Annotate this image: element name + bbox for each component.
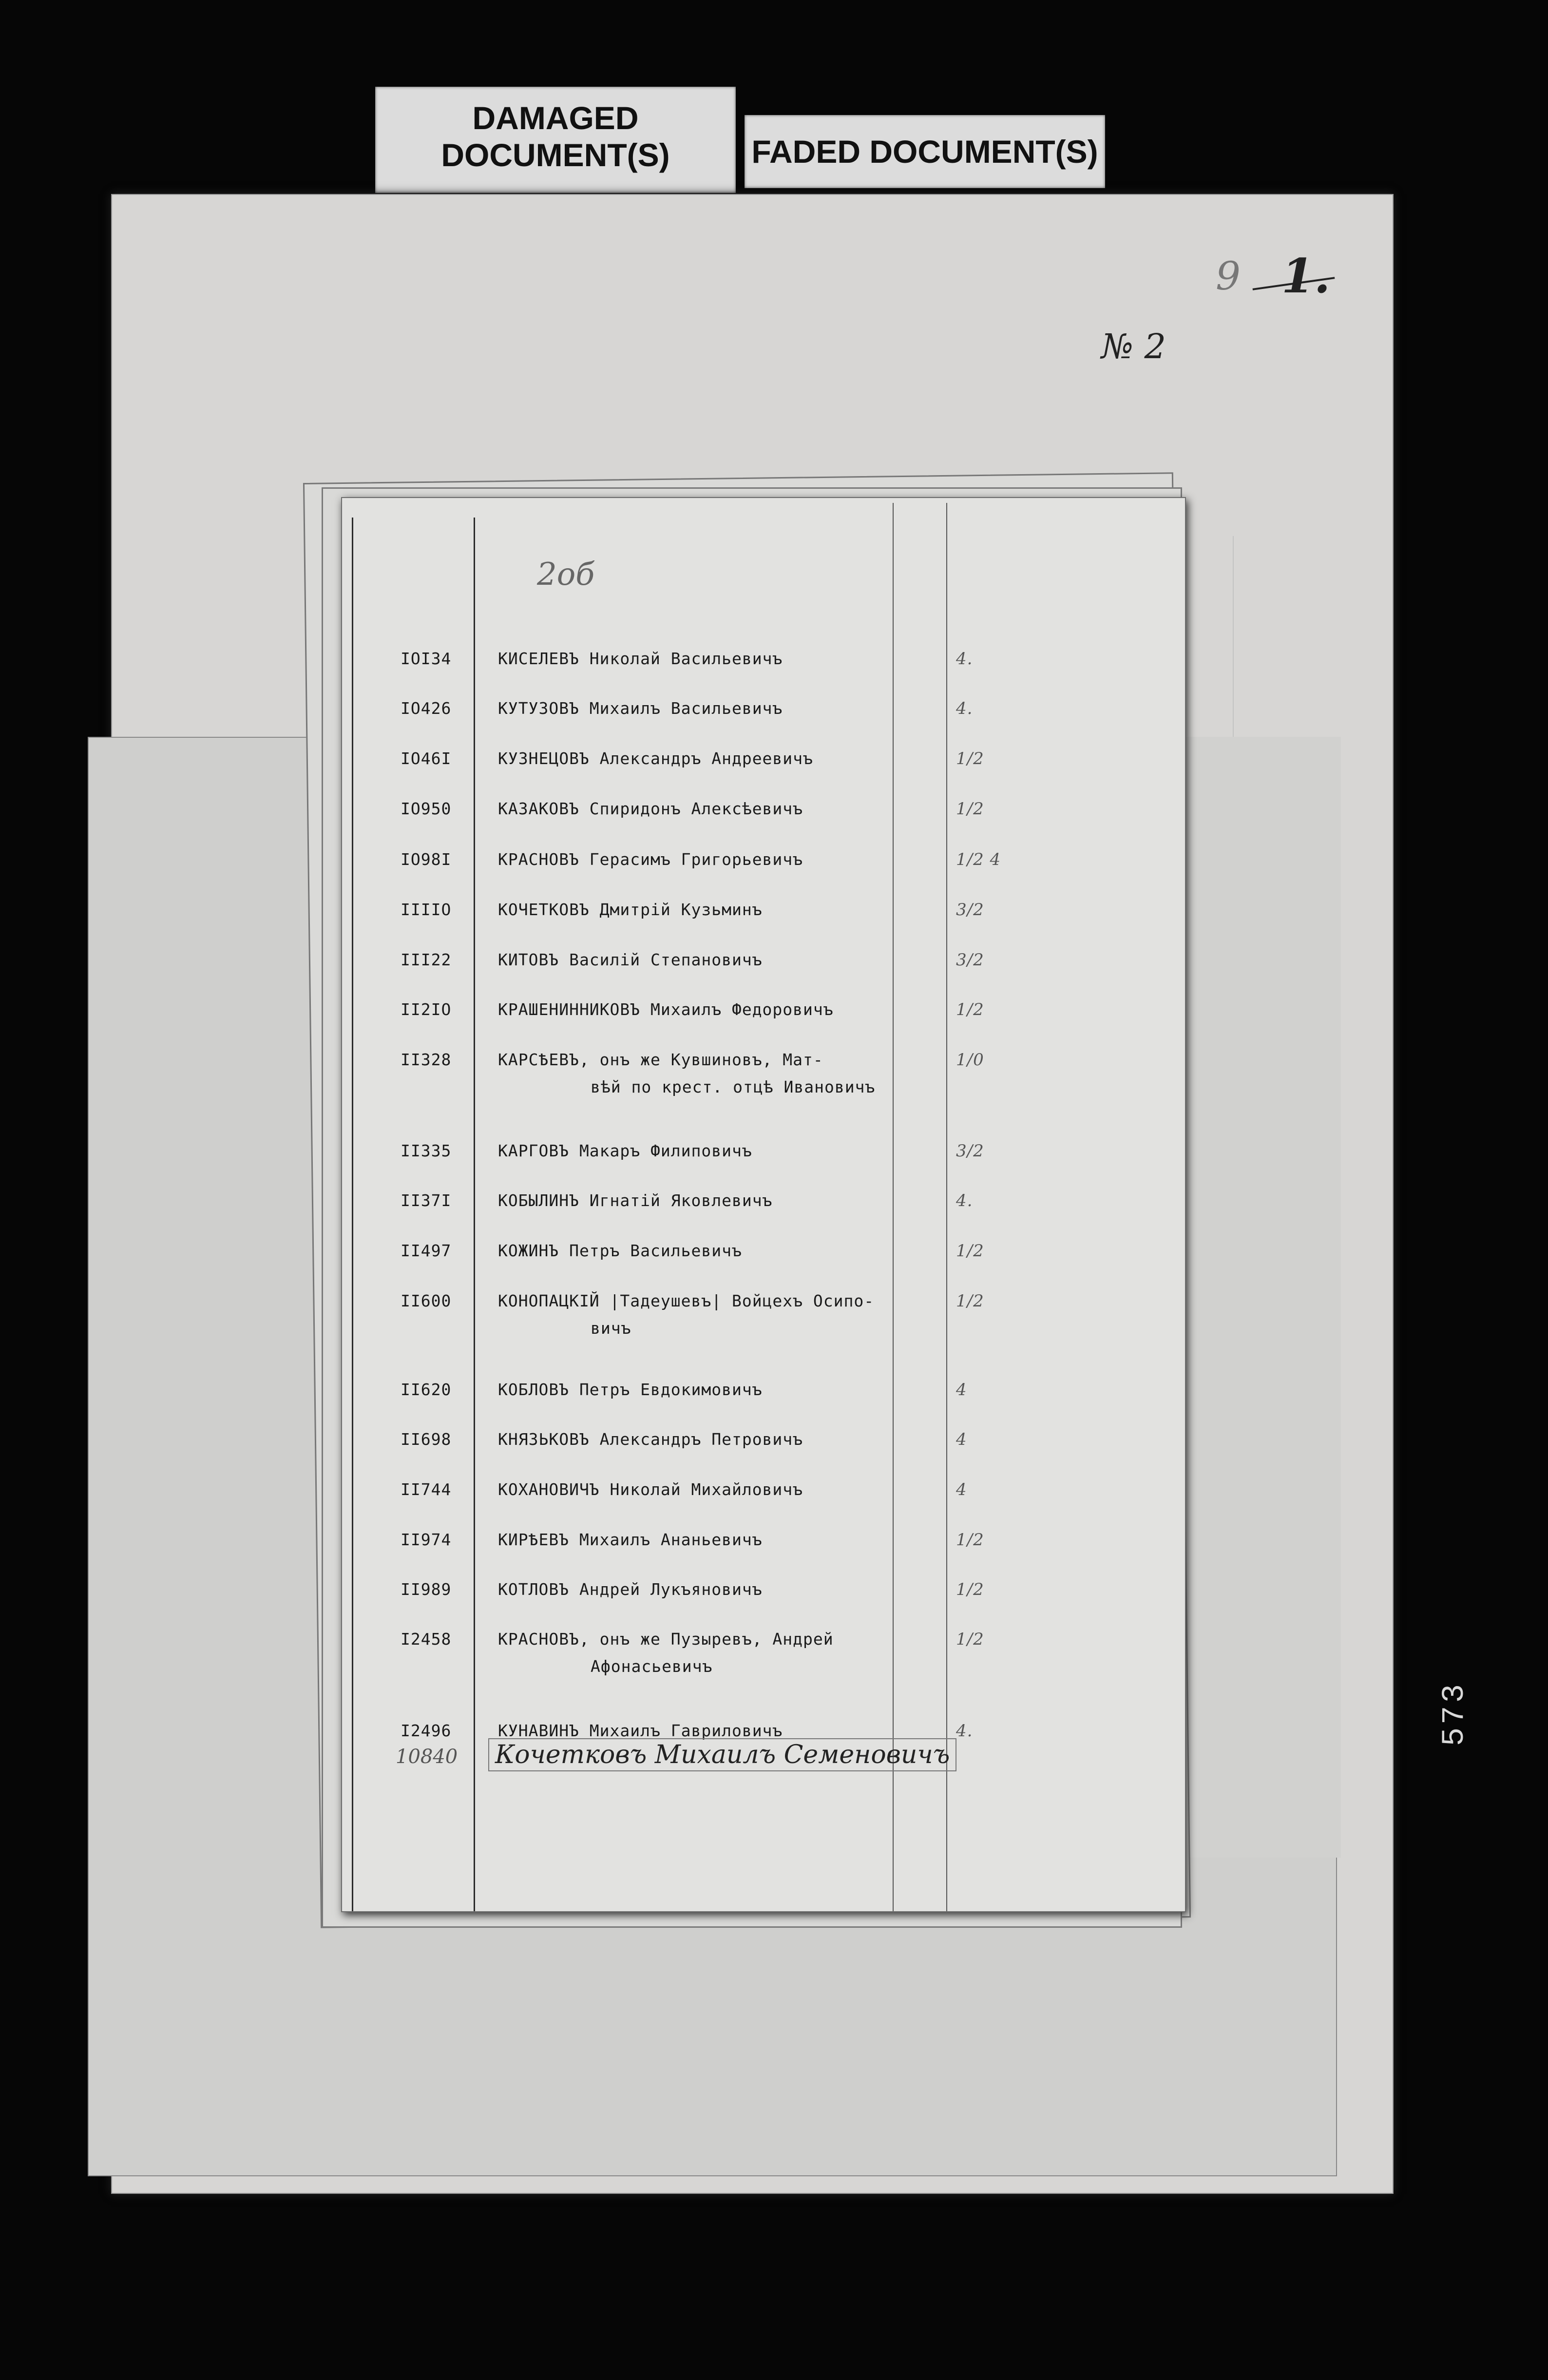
record-row <box>342 1530 1185 1569</box>
record-row <box>342 799 1185 838</box>
record-number: II497 <box>401 1241 452 1260</box>
record-number: III22 <box>401 950 452 969</box>
record-number: II328 <box>401 1050 452 1069</box>
record-mark: 1/2 <box>956 799 984 819</box>
record-name: КИСЕЛЕВЪ Николай Васильевичъ <box>498 649 783 668</box>
record-mark: 1/2 <box>956 1530 984 1550</box>
record-mark: 1/2 4 <box>956 850 1001 869</box>
record-name: КИТОВЪ Василій Степановичъ <box>498 950 763 969</box>
record-number: II620 <box>401 1380 452 1399</box>
record-mark: 1/2 <box>956 1241 984 1261</box>
record-name: КОНОПАЦКІЙ |Тадеушевъ| Войцехъ Осипо- <box>498 1291 875 1310</box>
record-row <box>342 900 1185 939</box>
record-name-continuation: вичъ <box>591 1319 631 1338</box>
record-mark: 4. <box>956 699 973 718</box>
record-row <box>342 950 1185 989</box>
record-row <box>342 699 1185 738</box>
record-row <box>342 850 1185 889</box>
number-mark: № 2 <box>1101 326 1166 366</box>
record-number: II698 <box>401 1430 452 1449</box>
record-name-continuation: Афонасьевичъ <box>591 1657 713 1676</box>
record-name: КРАШЕНИННИКОВЪ Михаилъ Федоровичъ <box>498 1000 834 1019</box>
record-number: IO950 <box>401 799 452 818</box>
record-number: II989 <box>401 1580 452 1599</box>
record-name: КАРСѢЕВЪ, онъ же Кувшиновъ, Мат- <box>498 1050 823 1069</box>
record-mark: 1/2 <box>956 1580 984 1599</box>
record-number: I2458 <box>401 1630 452 1649</box>
record-name: КАРГОВЪ Макаръ Филиповичъ <box>498 1141 752 1160</box>
record-mark: 4 <box>956 1480 967 1499</box>
record-mark: 3/2 <box>956 1141 984 1161</box>
record-mark: 1/0 <box>956 1050 984 1070</box>
record-mark: 4. <box>956 649 973 669</box>
record-row <box>342 1380 1185 1419</box>
record-name: КОХАНОВИЧЪ Николай Михайловичъ <box>498 1480 803 1499</box>
record-row <box>342 1430 1185 1469</box>
record-row <box>342 749 1185 788</box>
record-number: II37I <box>401 1191 452 1210</box>
record-mark: 3/2 <box>956 950 984 970</box>
pencil-note: 2об <box>537 557 595 593</box>
record-row <box>342 1050 1185 1096</box>
record-row <box>342 649 1185 688</box>
record-number: IOI34 <box>401 649 452 668</box>
record-row <box>342 1141 1185 1180</box>
record-number: IIIIO <box>401 900 452 919</box>
record-row <box>342 1480 1185 1519</box>
record-mark: 1/2 <box>956 1630 984 1649</box>
record-row <box>342 1630 1185 1676</box>
record-name: КОБЫЛИНЪ Игнатій Яковлевичъ <box>498 1191 773 1210</box>
record-row <box>342 1241 1185 1280</box>
record-name: КУНАВИНЪ Михаилъ Гавриловичъ <box>498 1721 783 1740</box>
record-row <box>342 1291 1185 1338</box>
record-mark: 4. <box>956 1191 973 1210</box>
record-name: КОЧЕТКОВЪ Дмитрій Кузьминъ <box>498 900 763 919</box>
record-name: КАЗАКОВЪ Спиридонъ Алексѣевичъ <box>498 799 803 818</box>
folio-ink: 1. <box>1281 249 1331 304</box>
handwritten-name: Кочетковъ Михаилъ Семеновичъ <box>488 1738 956 1771</box>
record-name: КУТУЗОВЪ Михаилъ Васильевичъ <box>498 699 783 718</box>
record-row <box>342 1000 1185 1039</box>
damaged-document-label: DAMAGED DOCUMENT(S) <box>375 87 736 193</box>
record-number: II744 <box>401 1480 452 1499</box>
record-number: I2496 <box>401 1721 452 1740</box>
record-name: КОЖИНЪ Петръ Васильевичъ <box>498 1241 742 1260</box>
record-mark: 1/2 <box>956 1000 984 1019</box>
record-name: КНЯЗЬКОВЪ Александръ Петровичъ <box>498 1430 803 1449</box>
record-name: КОТЛОВЪ Андрей Лукъяновичъ <box>498 1580 763 1599</box>
record-number: IO426 <box>401 699 452 718</box>
roll-number: 573 <box>1437 1681 1472 1747</box>
record-name: КРАСНОВЪ, онъ же Пузыревъ, Андрей <box>498 1630 834 1649</box>
record-row <box>342 1580 1185 1619</box>
record-name: КИРѢЕВЪ Михаилъ Ананьевичъ <box>498 1530 763 1549</box>
record-mark: 4 <box>956 1380 967 1400</box>
record-name-continuation: вѣй по крест. отцѣ Ивановичъ <box>591 1077 876 1096</box>
record-number: IO98I <box>401 850 452 869</box>
record-mark: 4. <box>956 1721 973 1741</box>
folio-pencil: 9 <box>1216 253 1241 299</box>
record-number: II335 <box>401 1141 452 1160</box>
record-row <box>342 1191 1185 1230</box>
record-mark: 1/2 <box>956 1291 984 1311</box>
record-number: II600 <box>401 1291 452 1310</box>
record-number: II974 <box>401 1530 452 1549</box>
record-mark: 3/2 <box>956 900 984 920</box>
faded-document-label: FADED DOCUMENT(S) <box>745 115 1105 188</box>
record-number: IO46I <box>401 749 452 768</box>
record-number: II2IO <box>401 1000 452 1019</box>
record-name: КОБЛОВЪ Петръ Евдокимовичъ <box>498 1380 763 1399</box>
front-sheet <box>341 497 1186 1912</box>
record-mark: 1/2 <box>956 749 984 768</box>
record-name: КУЗНЕЦОВЪ Александръ Андреевичъ <box>498 749 813 768</box>
handwritten-number: 10840 <box>396 1746 458 1768</box>
record-name: КРАСНОВЪ Герасимъ Григорьевичъ <box>498 850 803 869</box>
record-mark: 4 <box>956 1430 967 1449</box>
